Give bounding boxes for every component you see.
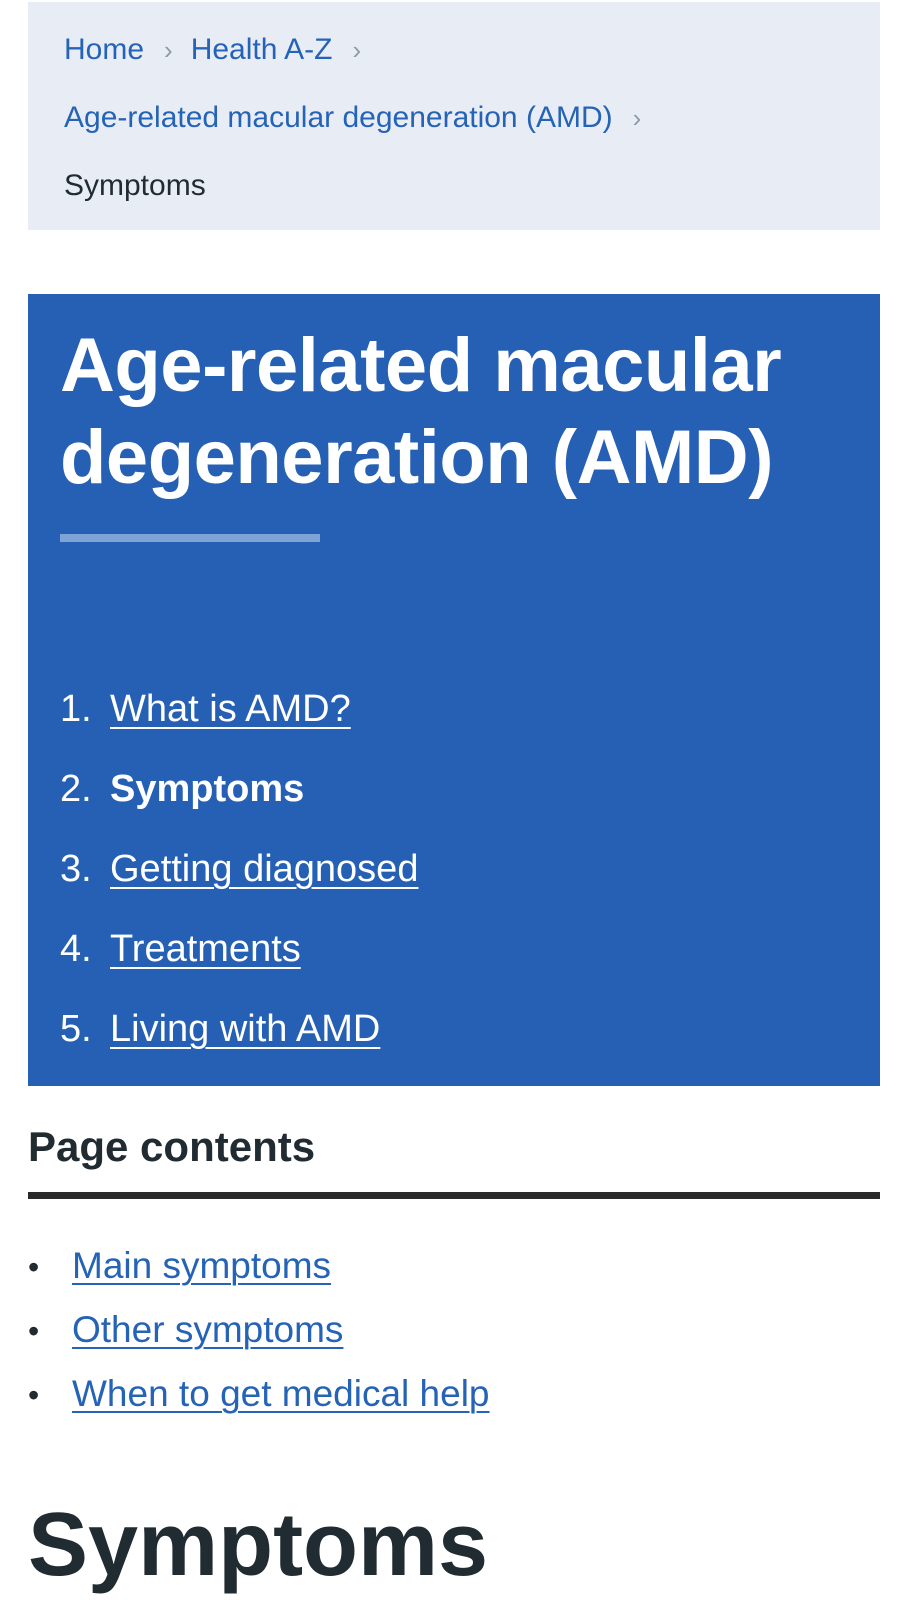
guide-nav-current-symptoms: Symptoms xyxy=(110,768,305,810)
hero-divider xyxy=(60,534,320,542)
list-item xyxy=(28,1245,880,1309)
hero-banner xyxy=(28,294,880,1086)
guide-nav-number: 2. xyxy=(60,768,92,810)
guide-nav-item xyxy=(60,768,848,848)
guide-nav-number: 1. xyxy=(60,688,92,730)
guide-nav-link-treatments[interactable]: Treatments xyxy=(110,928,301,970)
page-contents-divider xyxy=(28,1192,880,1199)
guide-nav-item xyxy=(60,928,848,1008)
bullet-icon: • xyxy=(28,1377,40,1413)
guide-nav-number: 3. xyxy=(60,848,92,890)
breadcrumb-row-2 xyxy=(64,96,880,140)
guide-nav-item xyxy=(60,848,848,928)
breadcrumb-link-amd[interactable]: Age-related macular degeneration (AMD) xyxy=(64,101,613,134)
guide-nav-link-what-is-amd[interactable]: What is AMD? xyxy=(110,688,351,730)
guide-nav-link-getting-diagnosed[interactable]: Getting diagnosed xyxy=(110,848,419,890)
bullet-icon: • xyxy=(28,1313,40,1349)
guide-nav-link-living-with-amd[interactable]: Living with AMD xyxy=(110,1008,381,1050)
guide-nav-number: 5. xyxy=(60,1008,92,1050)
guide-nav-item xyxy=(60,1008,848,1088)
page-contents-list xyxy=(28,1245,880,1437)
bullet-icon: • xyxy=(28,1249,40,1285)
hero-title: Age-related macular degeneration (AMD) xyxy=(60,323,782,500)
contents-link-other-symptoms[interactable]: Other symptoms xyxy=(72,1309,344,1350)
contents-link-main-symptoms[interactable]: Main symptoms xyxy=(72,1245,332,1286)
page-contents xyxy=(28,1122,880,1437)
breadcrumb-link-home[interactable]: Home xyxy=(64,33,145,66)
guide-navigation xyxy=(60,688,848,1088)
breadcrumb-current: Symptoms xyxy=(64,169,206,202)
page-contents-heading: Page contents xyxy=(28,1123,316,1170)
guide-nav-item xyxy=(60,688,848,768)
chevron-right-icon: › xyxy=(632,102,642,133)
breadcrumb xyxy=(28,2,880,230)
breadcrumb-row-1 xyxy=(64,28,880,72)
breadcrumb-link-health-a-z[interactable]: Health A-Z xyxy=(190,33,333,66)
page-title: Symptoms xyxy=(28,1495,489,1595)
breadcrumb-row-3 xyxy=(64,164,880,208)
list-item xyxy=(28,1373,880,1437)
contents-link-when-to-get-medical-help[interactable]: When to get medical help xyxy=(72,1373,490,1414)
chevron-right-icon: › xyxy=(164,34,173,65)
chevron-right-icon: › xyxy=(352,34,362,65)
list-item xyxy=(28,1309,880,1373)
guide-nav-number: 4. xyxy=(60,928,92,970)
